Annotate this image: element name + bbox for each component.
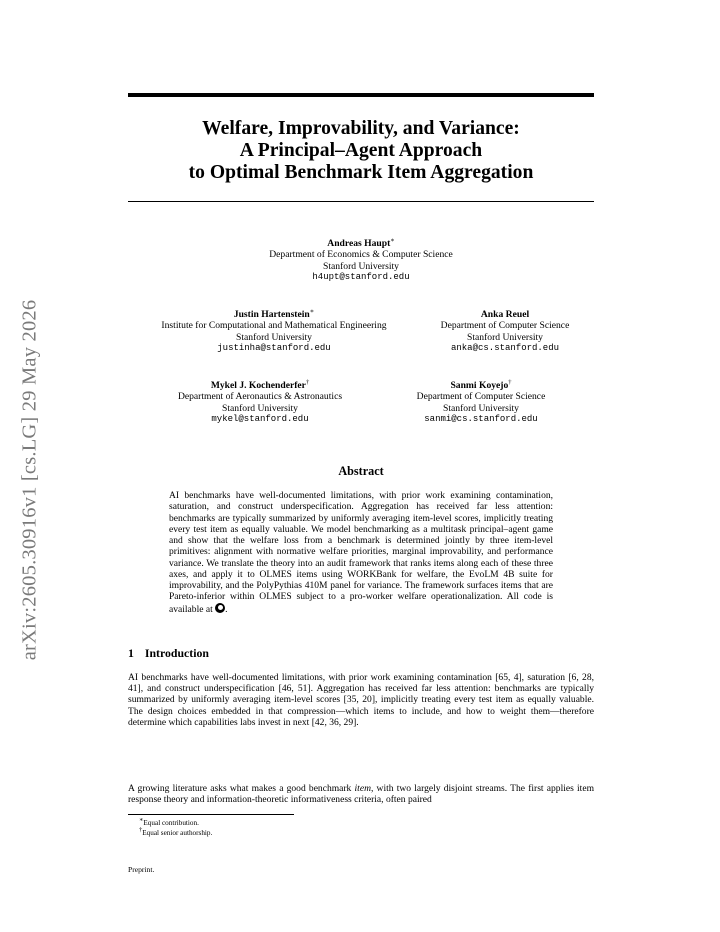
abstract-end: . xyxy=(225,603,228,615)
author-dept: Department of Computer Science xyxy=(416,391,546,403)
footnote-text: Equal contribution. xyxy=(143,819,199,827)
author-email[interactable]: h4upt@stanford.edu xyxy=(312,272,410,283)
footnote-text: Equal senior authorship. xyxy=(142,829,213,837)
footnote xyxy=(139,826,213,838)
author-email[interactable]: anka@cs.stanford.edu xyxy=(450,343,560,354)
author-email[interactable]: sanmi@cs.stanford.edu xyxy=(424,414,538,425)
footnote-mark: ∗ xyxy=(139,816,144,824)
title-line: to Optimal Benchmark Item Aggregation xyxy=(188,162,534,183)
preprint-label: Preprint. xyxy=(128,865,155,874)
paper-title xyxy=(128,118,594,184)
footnote-mark: † xyxy=(139,826,143,834)
section-number: 1 xyxy=(128,646,134,660)
intro-paragraph xyxy=(128,783,594,805)
intro-paragraph xyxy=(128,672,594,728)
author-mark: ∗ xyxy=(390,236,395,244)
author-email[interactable]: mykel@stanford.edu xyxy=(211,414,309,425)
author-univ: Stanford University xyxy=(236,331,312,343)
author-mark: † xyxy=(508,378,512,386)
abstract-text: AI benchmarks have well-documented limitations, with prior work examining contamination, saturation, and construct underspecification. Aggregation has received far less attention: benchmarks are typically summarized by uniformly averaging item-level scores, implicitly treating every test item as equally valuable. We model benchmarking as a multitask principal–agent game and show that the welfare loss from a benchmark is determined jointly by three item-level primitives: alignment with normative welfare priorities, marginal improvability, and performance variance. We translate the theory into an audit framework that ranks items along each of these three axes, and apply it to OLMES items using WORKBank for welfare, the EvoLM 4B suite for improvability, and the PolyPythias 410M panel for variance. The framework surfaces items that are Pareto-inferior within OLMES subject to a pro-worker welfare operationalization. All code is available at xyxy=(169,490,553,615)
author-dept: Institute for Computational and Mathematical Engineering xyxy=(161,320,387,332)
abstract-body xyxy=(169,490,553,615)
paragraph-text: , with two largely disjoint streams. The first applies item response theory and information-theoretic informativeness criteria, often paired xyxy=(128,783,594,806)
author-univ: Stanford University xyxy=(222,402,298,414)
author-name: Mykel J. Kochenderfer xyxy=(210,380,306,391)
arxiv-identifier: arXiv:2605.30916v1 [cs.LG] 29 May 2026 xyxy=(18,299,41,661)
author-block xyxy=(128,238,594,284)
author-dept: Department of Economics & Computer Science xyxy=(269,249,453,261)
author-name: Justin Hartenstein xyxy=(233,309,310,320)
paragraph-text: AI benchmarks have well-documented limitations, with prior work examining contamination [65, 4], saturation [6, 28, 41], and construct underspecification [46, 51]. Aggregation has received far less attention: benchmarks are typically summarized by uniformly averaging item-level scores [35, 20], implicitly treating every test item as equally valuable. The design choices embedded in that compression—which items to include, and how to weight them—therefore determine which capabilities labs invest in next [42, 36, 29]. xyxy=(128,672,594,728)
title-line: A Principal–Agent Approach xyxy=(239,140,483,161)
author-block xyxy=(155,380,365,426)
author-univ: Stanford University xyxy=(467,331,543,343)
footnote-rule xyxy=(128,814,294,815)
author-name: Sanmi Koyejo xyxy=(450,380,509,391)
section-heading xyxy=(128,646,209,661)
abstract-heading: Abstract xyxy=(338,464,384,478)
title-line: Welfare, Improvability, and Variance: xyxy=(202,118,520,139)
author-block xyxy=(422,309,588,355)
paragraph-text: A growing literature asks what makes a good benchmark xyxy=(128,783,355,794)
github-icon[interactable] xyxy=(215,603,228,615)
author-name: Anka Reuel xyxy=(480,309,530,320)
author-dept: Department of Computer Science xyxy=(440,320,570,332)
author-block xyxy=(136,309,412,355)
author-email[interactable]: justinha@stanford.edu xyxy=(217,343,331,354)
author-mark: † xyxy=(305,378,310,386)
title-top-rule xyxy=(128,93,594,97)
author-name: Andreas Haupt xyxy=(327,238,391,249)
section-title: Introduction xyxy=(144,646,209,660)
author-univ: Stanford University xyxy=(323,260,399,272)
title-bottom-rule xyxy=(128,201,594,202)
footnote xyxy=(139,816,199,828)
author-mark: ∗ xyxy=(309,307,315,315)
author-univ: Stanford University xyxy=(443,402,519,414)
author-dept: Department of Aeronautics & Astronautics xyxy=(177,391,343,403)
author-block xyxy=(390,380,572,426)
emphasis-item: item xyxy=(354,783,371,794)
